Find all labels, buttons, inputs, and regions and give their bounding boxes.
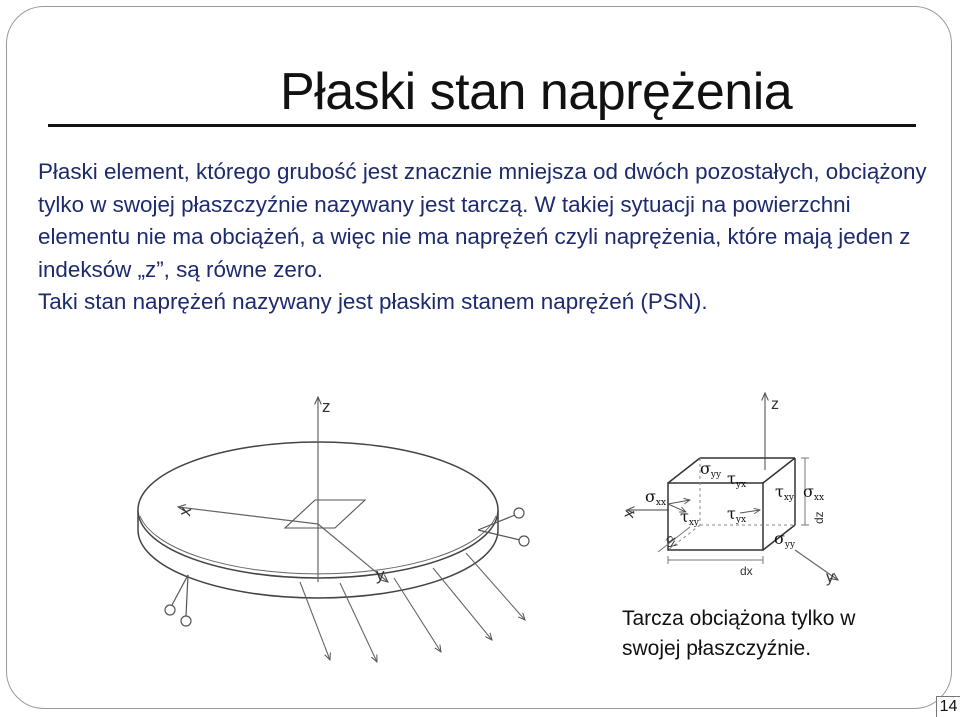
disc-x-label: x (175, 505, 196, 518)
stress-element-figure (620, 393, 838, 586)
caption-line-1: Tarcza obciążona tylko w (622, 607, 856, 630)
cube-z-label: z (771, 396, 779, 413)
tau-yx-top-label: τyx (727, 469, 747, 490)
disc-figure (138, 397, 529, 662)
sigma-yy-top-label: σyy (700, 459, 722, 480)
caption-line-2: swojej płaszczyźnie. (622, 637, 812, 660)
sigma-xx-right-label: σxx (803, 482, 825, 503)
paragraph-psn: Taki stan naprężeń nazywany jest płaskim stanem naprężeń (PSN). (38, 289, 708, 314)
dim-dx-label: dx (740, 564, 753, 578)
figure-caption (622, 604, 855, 664)
tau-yx-front-label: τyx (727, 504, 747, 525)
sigma-xx-left-label: σxx (645, 487, 667, 508)
slide-title: Płaski stan naprężenia (280, 63, 793, 121)
disc-y-label: y (376, 565, 385, 584)
dim-dz-label: dz (812, 511, 826, 524)
tau-xy-left-label: τxy (680, 507, 700, 528)
cube-x-label: x (620, 508, 639, 520)
disc-z-label: z (322, 397, 331, 416)
sigma-yy-bottom-label: σyy (774, 529, 796, 550)
tau-xy-right-label: τxy (775, 482, 795, 503)
paragraph-definition: Płaski element, którego grubość jest znacznie mniejsza od dwóch pozostałych, obciążony tylko w swojej płaszczyźnie nazywany jest tarczą. W takiej sytuacji na powierzchni elementu nie ma obciążeń, a więc nie ma naprężeń czyli naprężenia, które mają jeden z indeksów „z”, są równe zero. (38, 159, 927, 282)
cube-y-label: y (826, 569, 834, 586)
dim-dy-label: dy (662, 532, 682, 551)
page-number: 14 (936, 696, 960, 717)
